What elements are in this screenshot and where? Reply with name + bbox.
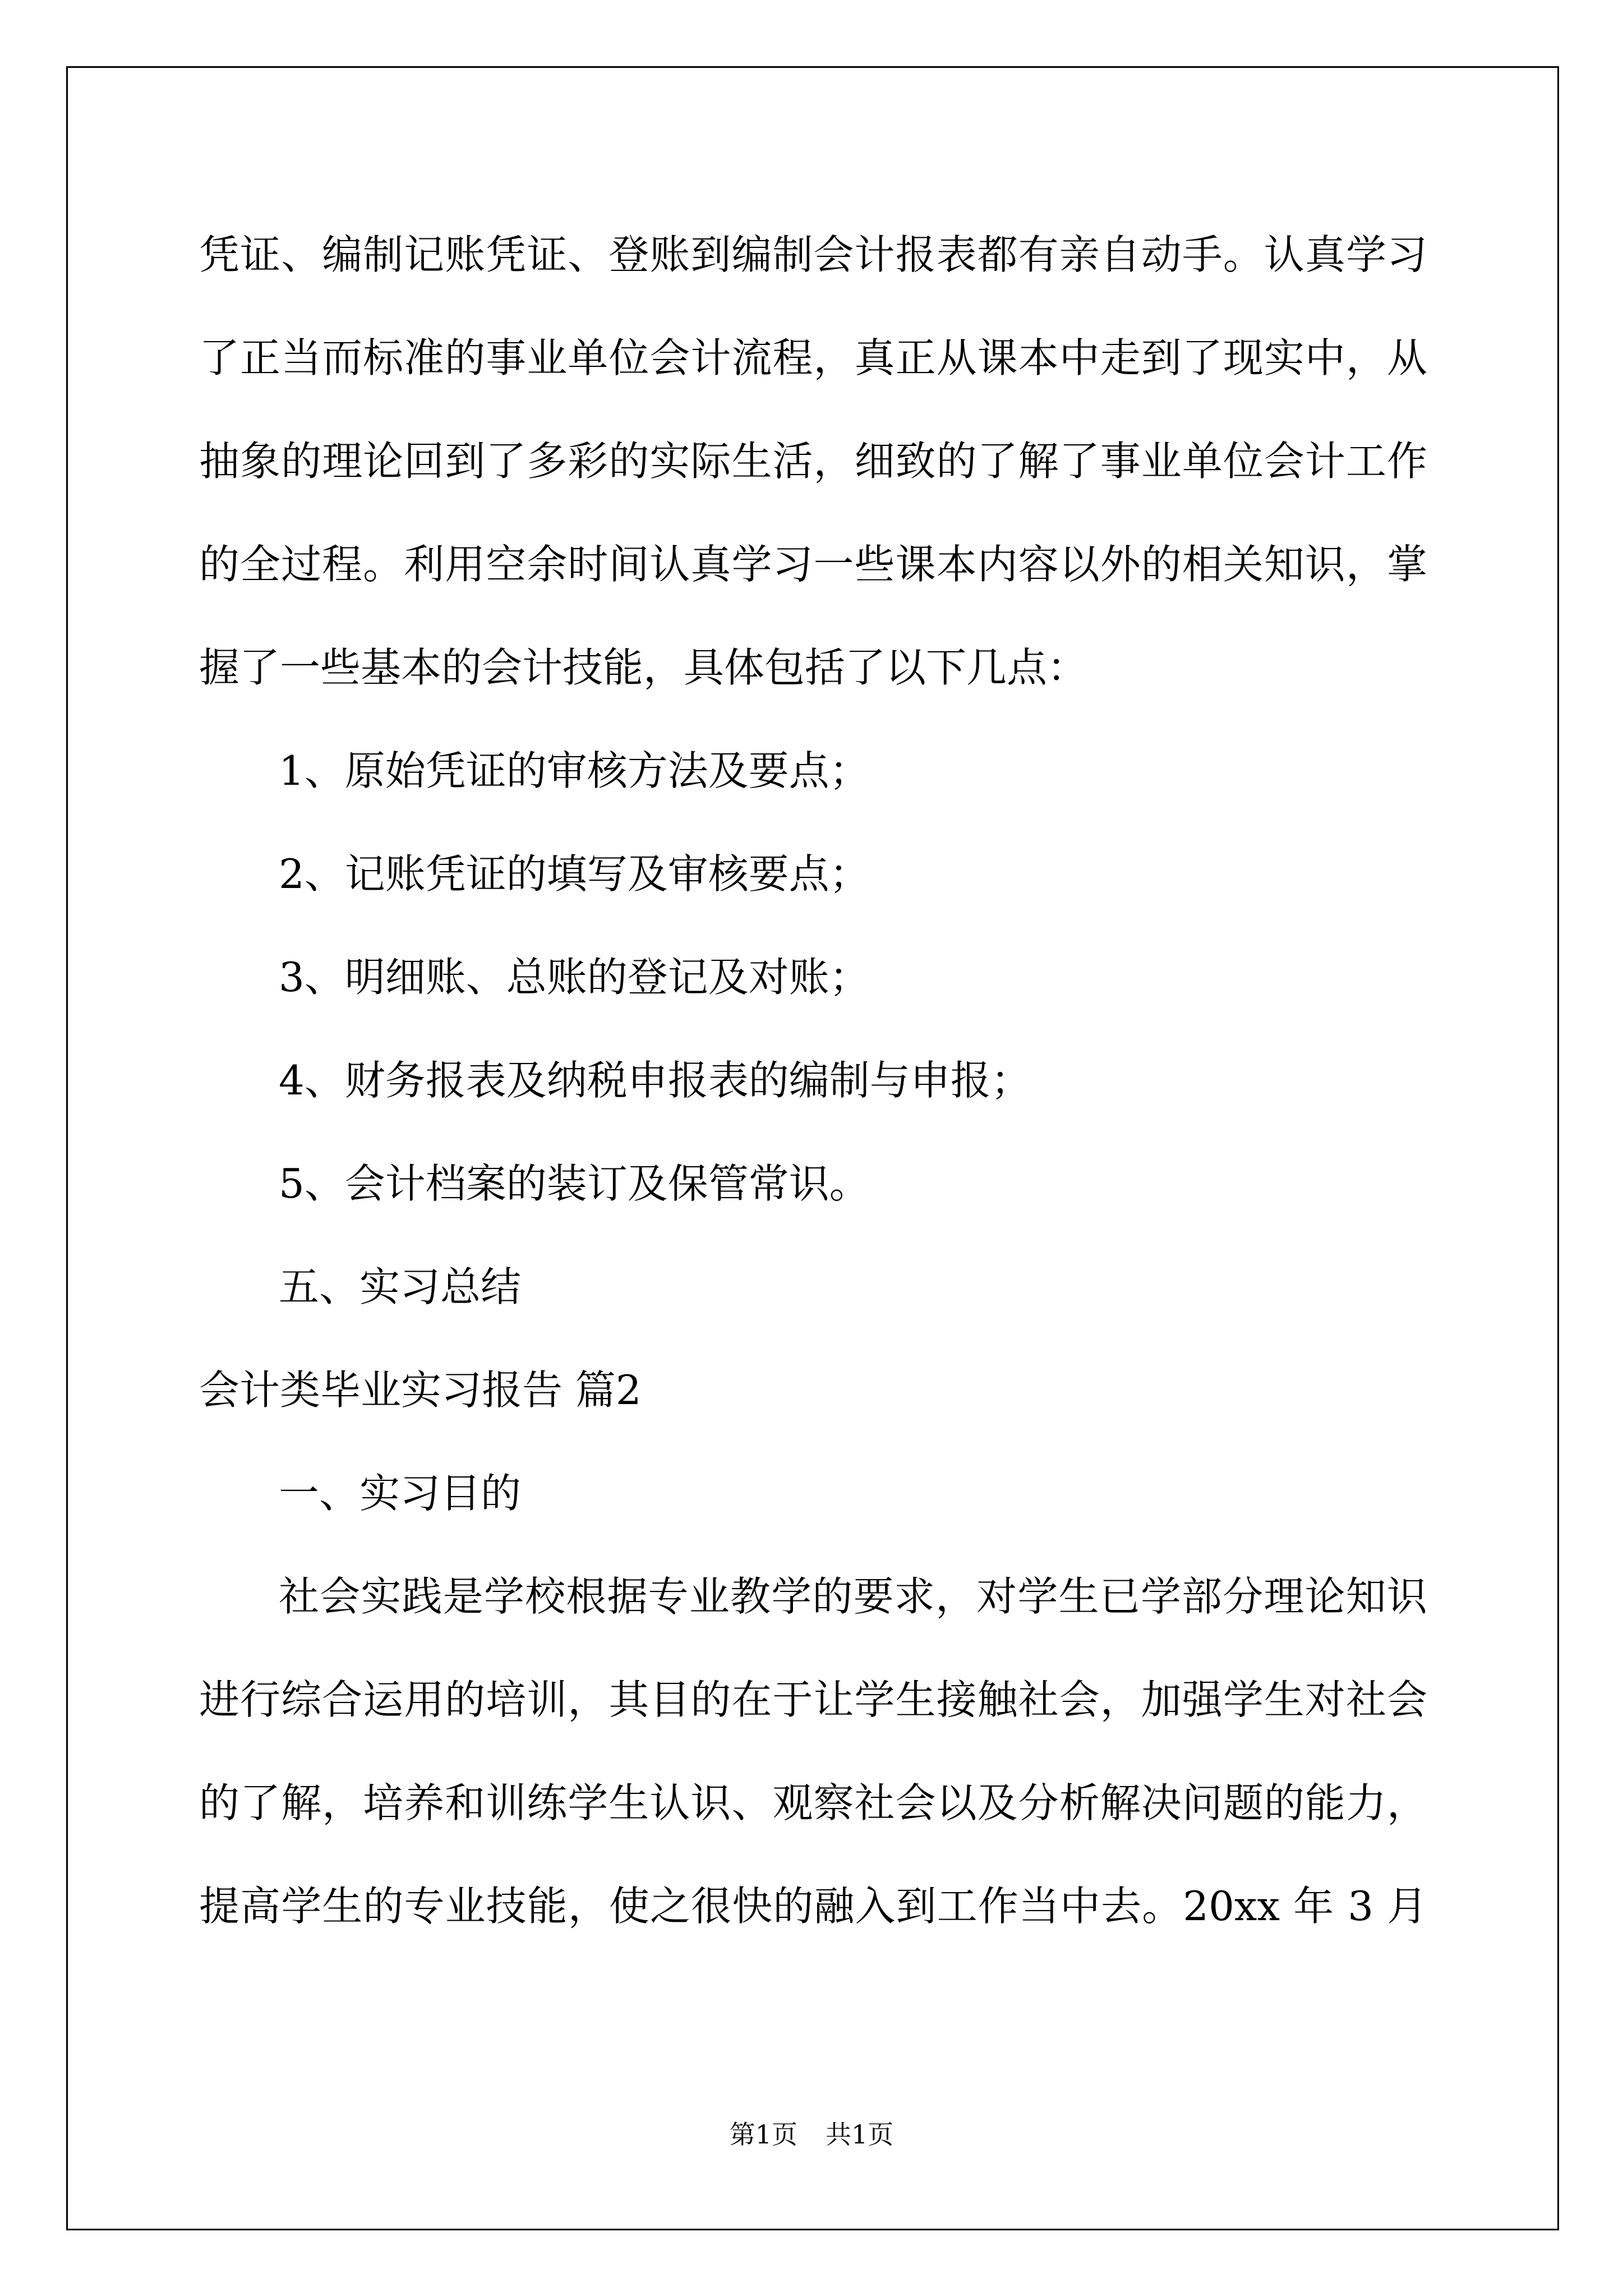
list-item: 4、财务报表及纳税申报表的编制与申报； [279, 1057, 1031, 1104]
paragraph-line: 了正当而标准的事业单位会计流程，真正从课本中走到了现实中，从 [199, 334, 1427, 381]
list-item: 2、记账凭证的填写及审核要点； [279, 850, 870, 898]
section-heading: 一、实习目的 [279, 1470, 522, 1517]
page-number: 第1页 [729, 2119, 797, 2150]
list-item: 3、明细账、总账的登记及对账； [279, 954, 870, 1001]
paragraph-line: 凭证、编制记账凭证、登账到编制会计报表都有亲自动手。认真学习 [199, 231, 1427, 278]
paragraph-line: 社会实践是学校根据专业教学的要求，对学生已学部分理论知识 [279, 1573, 1427, 1620]
paragraph-line: 提高学生的专业技能，使之很快的融入到工作当中去。20xx 年 3 月 [199, 1883, 1427, 1930]
page-total: 共1页 [826, 2119, 894, 2150]
section-heading: 五、实习总结 [279, 1263, 522, 1310]
list-item: 1、原始凭证的审核方法及要点； [279, 747, 870, 794]
report-title: 会计类毕业实习报告 篇2 [199, 1366, 642, 1414]
paragraph-line: 的了解，培养和训练学生认识、观察社会以及分析解决问题的能力， [199, 1779, 1427, 1826]
list-item: 5、会计档案的装订及保管常识。 [279, 1160, 870, 1207]
paragraph-line: 进行综合运用的培训，其目的在于让学生接触社会，加强学生对社会 [199, 1676, 1427, 1723]
paragraph-line: 的全过程。利用空余时间认真学习一些课本内容以外的相关知识，掌 [199, 541, 1427, 588]
page-footer [0, 2119, 1623, 2150]
paragraph-line: 握了一些基本的会计技能，具体包括了以下几点： [199, 644, 1088, 691]
paragraph-line: 抽象的理论回到了多彩的实际生活，细致的了解了事业单位会计工作 [199, 438, 1427, 485]
